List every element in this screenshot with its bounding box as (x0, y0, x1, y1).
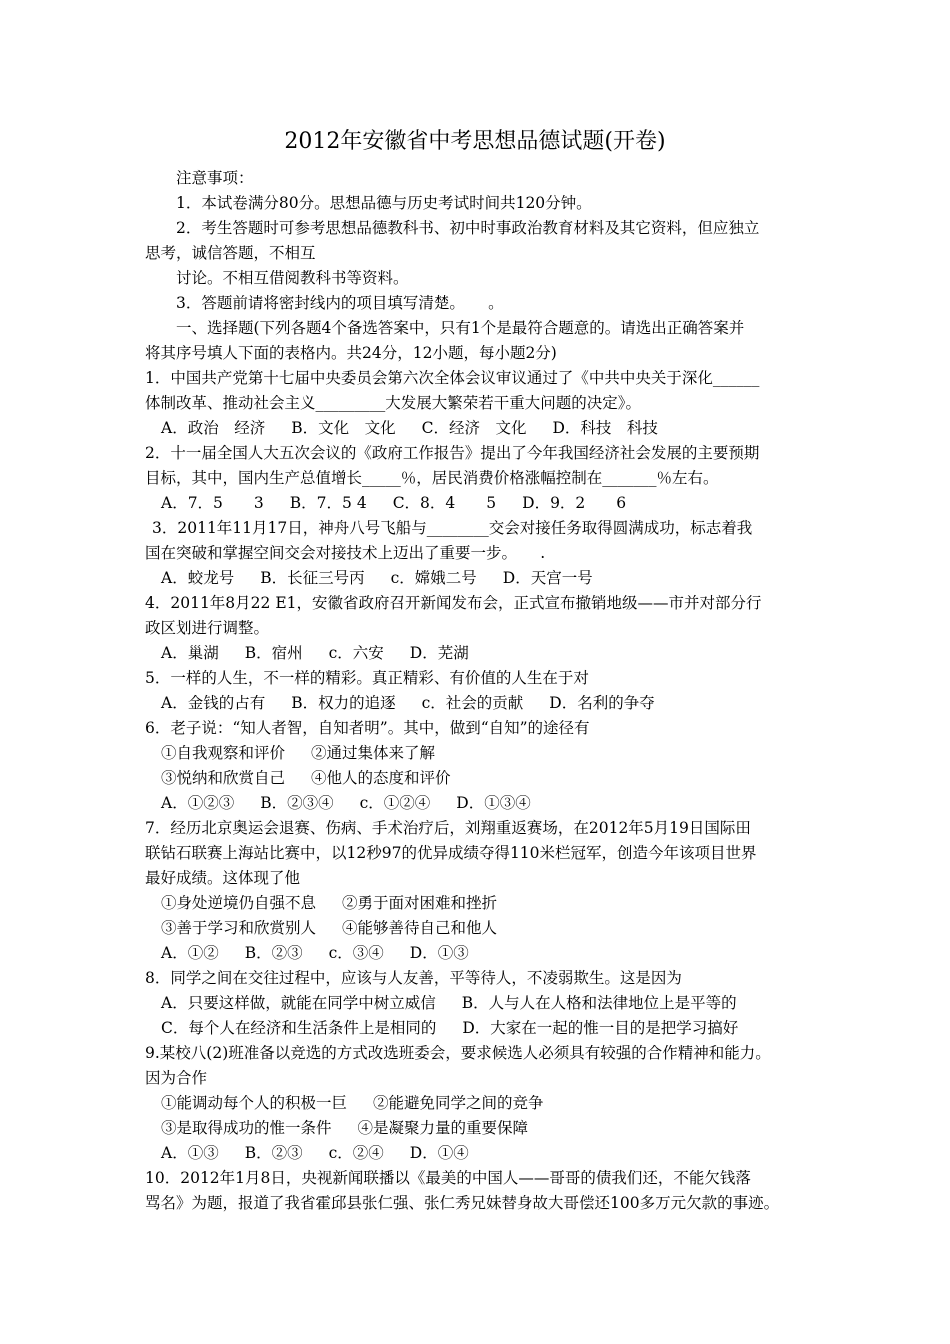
statement-3: ③悦纳和欣赏自己 (161, 769, 286, 787)
notice-item-3: 3．答题前请将密封线内的项目填写清楚。 。 (176, 294, 504, 312)
option-d: D．大家在一起的惟一目的是把学习搞好 (462, 1019, 739, 1037)
option-a: A．①② (161, 944, 219, 962)
question-9-statements-1 (145, 1091, 810, 1116)
option-b: B．长征三号丙 (260, 569, 365, 587)
option-b: B．文化 文化 (291, 419, 396, 437)
statement-4: ④他人的态度和评价 (311, 769, 451, 787)
question-7-statements-1 (145, 891, 810, 916)
notice-item-2: 2．考生答题时可参考思想品德教科书、初中时事政治教育材料及其它资料，但应独立 (176, 219, 760, 237)
option-a: A．①③ (161, 1144, 219, 1162)
statement-2: ②通过集体来了解 (311, 744, 436, 762)
exam-title: 2012年安徽省中考思想品德试题(开卷) (284, 129, 666, 154)
question-10: 10．2012年1月8日，央视新闻联播以《最美的中国人——哥哥的债我们还，不能欠钱落 (145, 1169, 751, 1187)
option-b: B．人与人在人格和法律地位上是平等的 (461, 994, 737, 1012)
option-d: D．科技 科技 (552, 419, 658, 437)
option-a: A．只要这样做，就能在同学中树立威信 (161, 994, 436, 1012)
statement-4: ④是凝聚力量的重要保障 (357, 1119, 529, 1137)
option-a: A．蛟龙号 (161, 569, 235, 587)
option-c: c．社会的贡献 (421, 694, 524, 712)
question-8: 8．同学之间在交往过程中，应该与人友善，平等待人，不凌弱欺生。这是因为 (145, 969, 682, 987)
question-7-statements-2 (145, 916, 810, 941)
option-c: C．经济 文化 (421, 419, 527, 437)
question-3-options (145, 566, 810, 591)
exam-content (145, 166, 810, 1216)
question-6: 6．老子说：“知人者智，自知者明”。其中，做到“自知”的途径有 (145, 719, 590, 737)
question-3: 3．2011年11月17日，神舟八号飞船与________交会对接任务取得圆满成功，标志着我 (152, 519, 753, 537)
option-a: A．金钱的占有 (161, 694, 266, 712)
question-3-cont: 国在突破和掌握空间交会对接技术上迈出了重要一步。 . (145, 544, 546, 562)
option-c: c．①②④ (359, 794, 431, 812)
option-c: C．8．4 5 (392, 494, 497, 512)
option-d: D．名利的争夺 (549, 694, 655, 712)
option-b: B．②③④ (260, 794, 334, 812)
option-a: A．①②③ (161, 794, 235, 812)
question-2-cont: 目标，其中，国内生产总值增长_____％，居民消费价格涨幅控制在_______％左右。 (145, 469, 719, 487)
option-b: B．②③ (244, 944, 303, 962)
statement-1: ①能调动每个人的积极一巨 (161, 1094, 348, 1112)
question-5: 5．一样的人生，不一样的精彩。真正精彩、有价值的人生在于对 (145, 669, 589, 687)
option-a: A．巢湖 (161, 644, 219, 662)
notice-item-2-cont2: 讨论。不相互借阅教科书等资料。 (176, 269, 409, 287)
question-9-options (145, 1141, 810, 1166)
question-7-cont2: 最好成绩。这体现了他 (145, 869, 301, 887)
question-6-options (145, 791, 810, 816)
option-d: D．天宫一号 (502, 569, 593, 587)
question-1: 1．中国共产党第十七届中央委员会第六次全体会议审议通过了《中共中央关于深化______ (145, 369, 760, 387)
question-2-options (145, 491, 810, 516)
option-b: B．权力的追逐 (291, 694, 396, 712)
option-d: D．①③④ (456, 794, 531, 812)
question-2: 2．十一届全国人大五次会议的《政府工作报告》提出了今年我国经济社会发展的主要预期 (145, 444, 760, 462)
question-5-options (145, 691, 810, 716)
section-1-heading: 一、选择题(下列各题4个备选答案中，只有1个是最符合题意的。请选出正确答案并 (176, 319, 745, 337)
option-c: C．每个人在经济和生活条件上是相同的 (161, 1019, 437, 1037)
question-4-cont: 政区划进行调整。 (145, 619, 270, 637)
notice-item-2-cont: 思考，诚信答题，不相互 (145, 244, 316, 262)
option-b: B．②③ (244, 1144, 303, 1162)
question-4-options (145, 641, 810, 666)
question-8-options-2 (145, 1016, 810, 1041)
statement-1: ①身处逆境仍自强不息 (161, 894, 317, 912)
statement-3: ③是取得成功的惟一条件 (161, 1119, 332, 1137)
option-d: D．①④ (409, 1144, 469, 1162)
option-b: B．宿州 (244, 644, 303, 662)
question-6-statements-2 (145, 766, 810, 791)
question-7-cont: 联钻石联赛上海站比赛中，以12秒97的优异成绩夺得110米栏冠军，创造今年该项目世界 (145, 844, 757, 862)
question-1-options (145, 416, 810, 441)
question-6-statements-1 (145, 741, 810, 766)
option-c: c．六安 (328, 644, 384, 662)
notice-heading: 注意事项： (176, 169, 254, 187)
option-a: A．7．5 3 (161, 494, 264, 512)
question-9-cont: 因为合作 (145, 1069, 208, 1087)
statement-3: ③善于学习和欣赏别人 (161, 919, 317, 937)
question-9-statements-2 (145, 1116, 810, 1141)
option-a: A．政治 经济 (161, 419, 266, 437)
notice-item-1: 1．本试卷满分80分。思想品德与历史考试时间共120分钟。 (176, 194, 592, 212)
option-d: D．①③ (409, 944, 469, 962)
question-7: 7．经历北京奥运会退赛、伤病、手术治疗后，刘翔重返赛场，在2012年5月19日国际田 (145, 819, 751, 837)
question-10-cont: 骂名》为题，报道了我省霍邱县张仁强、张仁秀兄妹替身故大哥偿还100多万元欠款的事迹。 (145, 1194, 780, 1212)
statement-4: ④能够善待自己和他人 (342, 919, 498, 937)
question-4: 4．2011年8月22 E1，安徽省政府召开新闻发布会，正式宣布撤销地级——市并对部分行 (145, 594, 762, 612)
statement-2: ②勇于面对困难和挫折 (342, 894, 498, 912)
option-d: D．9．2 6 (522, 494, 627, 512)
statement-2: ②能避免同学之间的竞争 (373, 1094, 544, 1112)
option-b: B．7．5 4 (289, 494, 367, 512)
question-9: 9.某校八(2)班准备以竞选的方式改选班委会，要求候选人必须具有较强的合作精神和能力。 (145, 1044, 771, 1062)
section-1-heading-cont: 将其序号填人下面的表格内。共24分，12小题，每小题2分) (145, 344, 557, 362)
option-c: c．③④ (328, 944, 384, 962)
option-c: c．嫦娥二号 (390, 569, 477, 587)
statement-1: ①自我观察和评价 (161, 744, 286, 762)
question-1-cont: 体制改革、推动社会主义_________大发展大繁荣若干重大问题的决定》。 (145, 394, 642, 412)
option-d: D．芜湖 (409, 644, 469, 662)
question-8-options-1 (145, 991, 810, 1016)
option-c: c．②④ (328, 1144, 384, 1162)
question-7-options (145, 941, 810, 966)
